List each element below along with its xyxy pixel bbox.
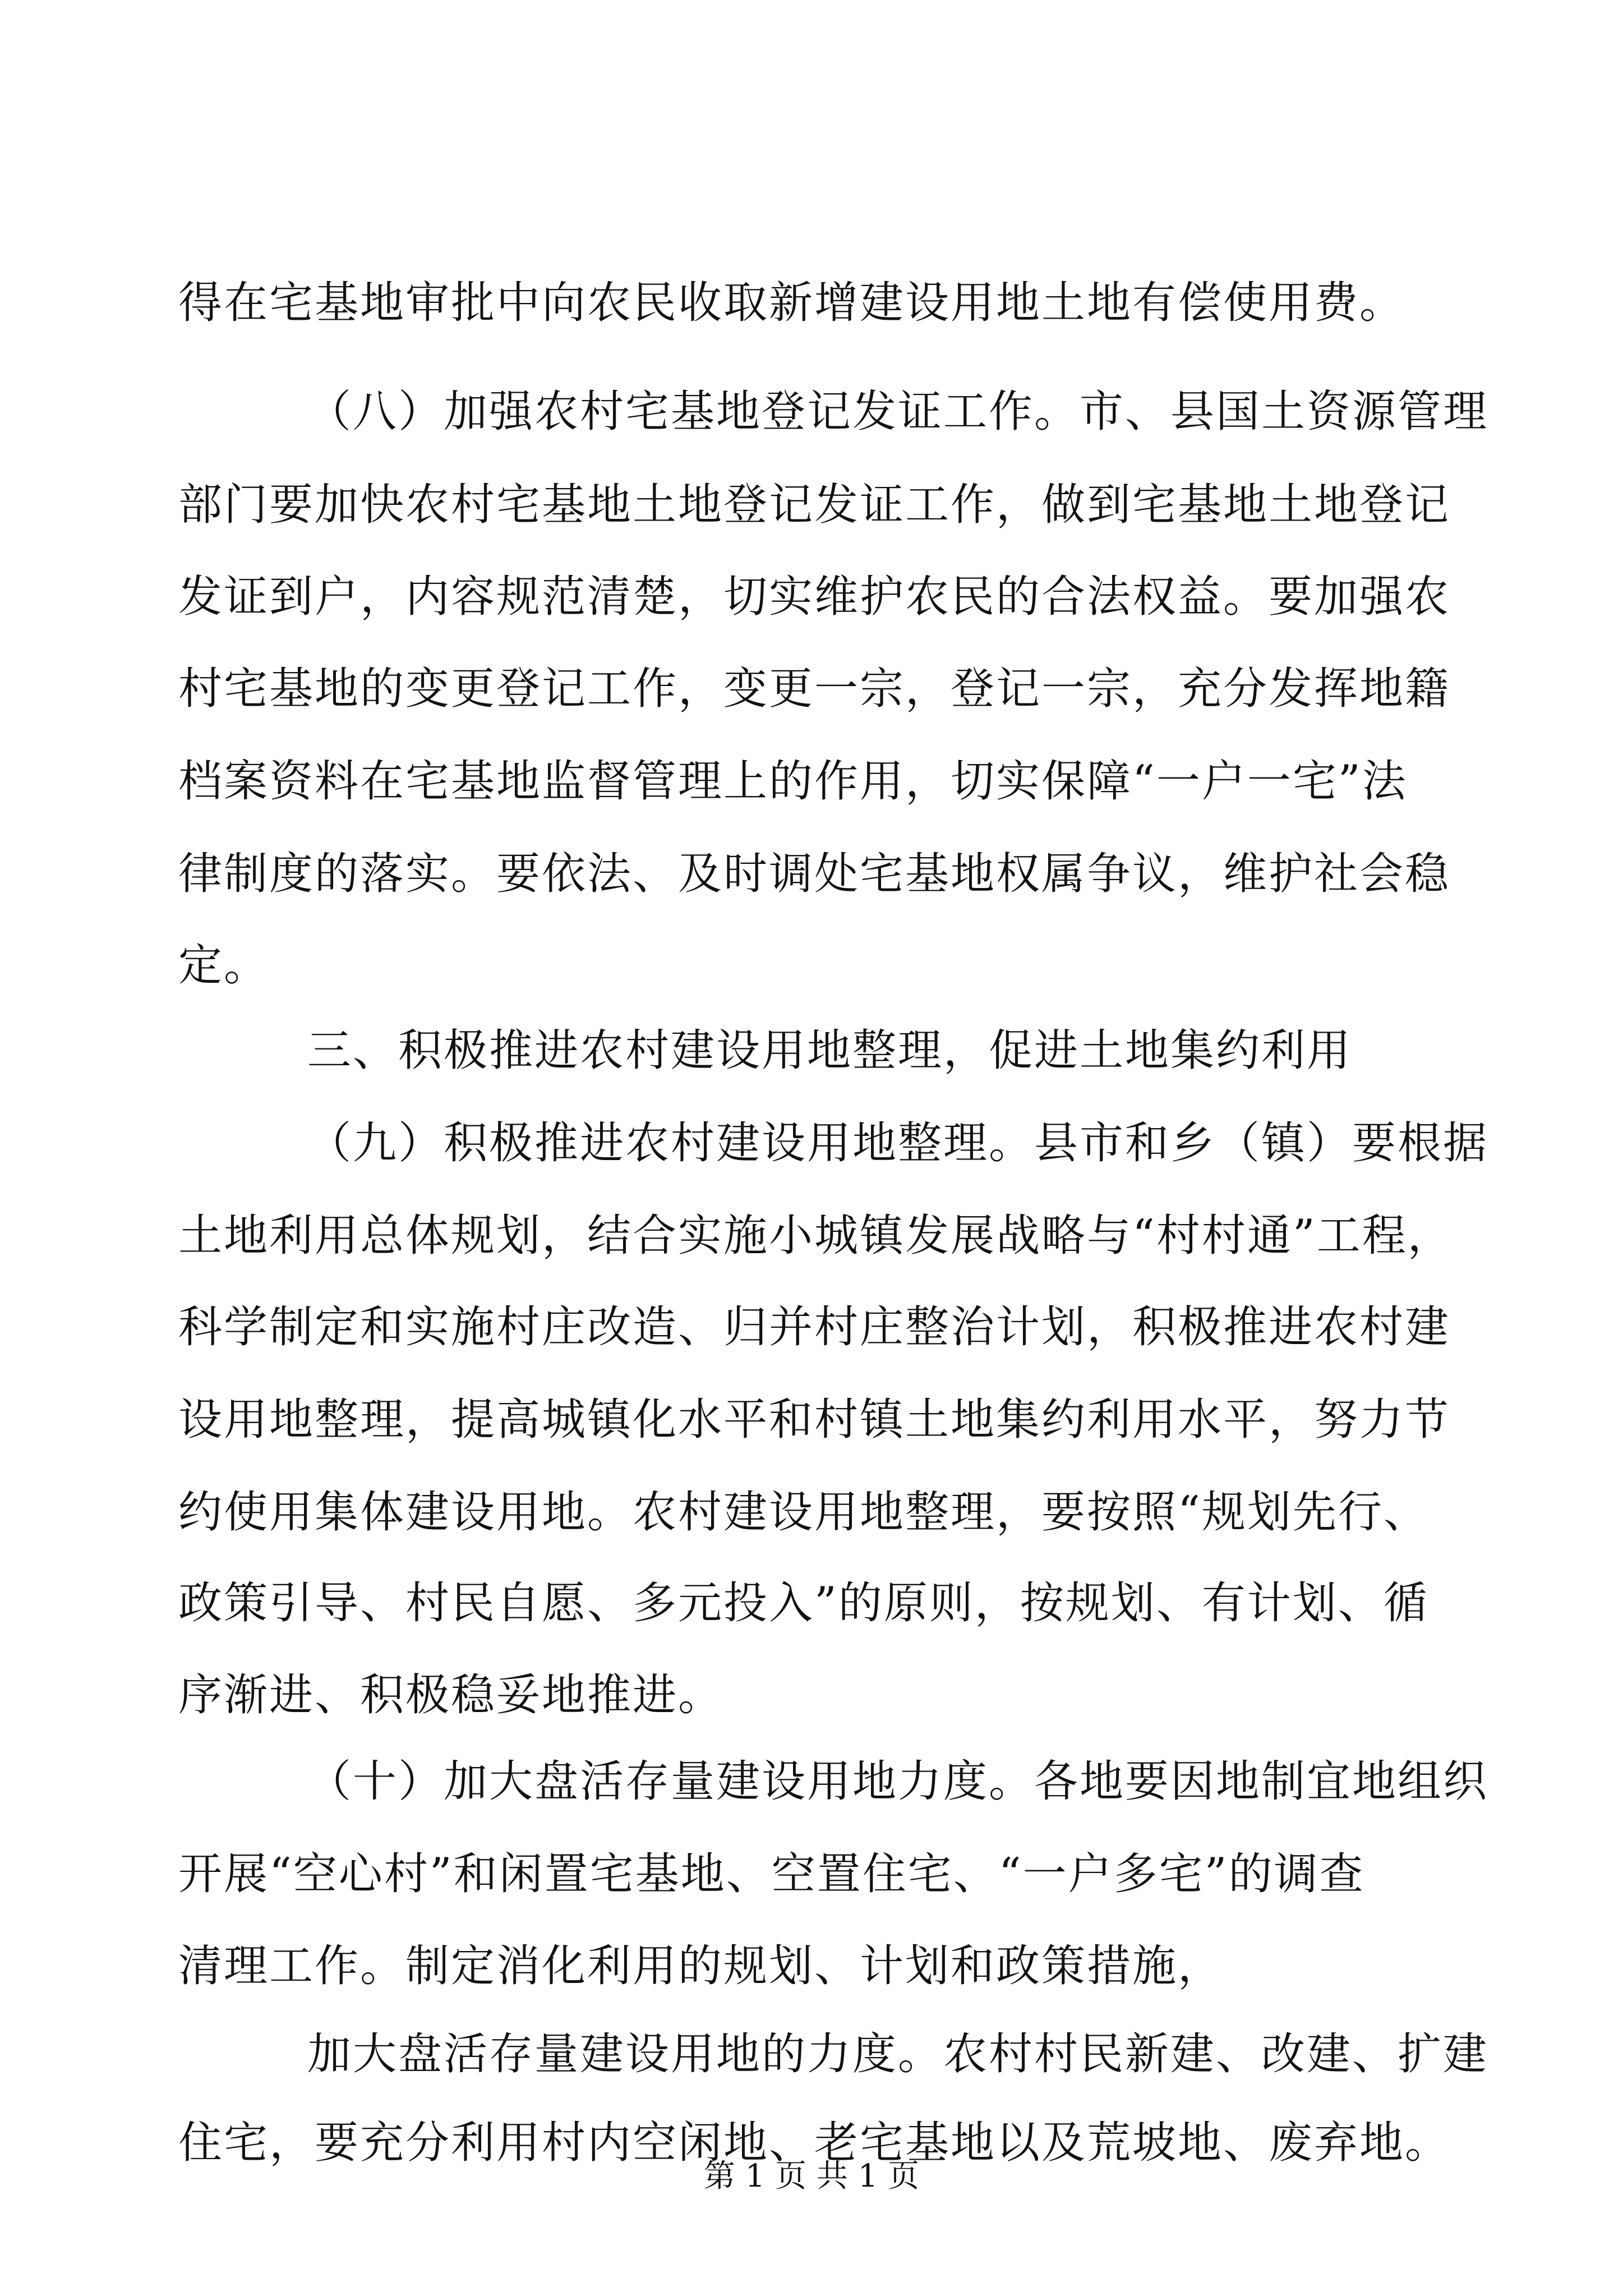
page-footer: 第 1 页 共 1 页 bbox=[703, 2158, 920, 2194]
text-line-3: 部门要加快农村宅基地土地登记发证工作，做到宅基地土地登记 bbox=[178, 480, 1451, 530]
text-line-12: 科学制定和实施村庄改造、归并村庄整治计划，积极推进农村建 bbox=[178, 1302, 1451, 1352]
text-line-18: 开展“空心村”和闲置宅基地、空置住宅、“一户多宅”的调查 bbox=[178, 1849, 1365, 1899]
text-line-11: 土地利用总体规划，结合实施小城镇发展战略与“村村通”工程， bbox=[178, 1211, 1453, 1261]
text-line-4: 发证到户，内容规范清楚，切实维护农民的合法权益。要加强农 bbox=[178, 572, 1451, 622]
text-line-16: 序渐进、积极稳妥地推进。 bbox=[178, 1670, 724, 1720]
text-line-8: 定。 bbox=[178, 940, 270, 991]
text-line-6: 档案资料在宅基地监督管理上的作用，切实保障“一户一宅”法 bbox=[178, 756, 1408, 807]
text-line-20: 加大盘活存量建设用地的力度。农村村民新建、改建、扩建 bbox=[307, 2029, 1489, 2079]
text-line-10: （九）积极推进农村建设用地整理。县市和乡（镇）要根据 bbox=[307, 1118, 1489, 1168]
text-line-13: 设用地整理，提高城镇化水平和村镇土地集约利用水平，努力节 bbox=[178, 1395, 1451, 1445]
text-line-2: （八）加强农村宅基地登记发证工作。市、县国土资源管理 bbox=[307, 386, 1489, 437]
text-line-19: 清理工作。制定消化利用的规划、计划和政策措施， bbox=[178, 1941, 1224, 1991]
text-line-5: 村宅基地的变更登记工作，变更一宗，登记一宗，充分发挥地籍 bbox=[178, 664, 1451, 714]
text-line-17: （十）加大盘活存量建设用地力度。各地要因地制宜地组织 bbox=[307, 1756, 1489, 1807]
text-line-7: 律制度的落实。要依法、及时调处宅基地权属争议，维护社会稳 bbox=[178, 849, 1451, 899]
text-line-15: 政策引导、村民自愿、多元投入”的原则，按规划、有计划、循 bbox=[178, 1578, 1429, 1628]
text-line-21: 住宅，要充分利用村内空闲地、老宅基地以及荒坡地、废弃地。 bbox=[178, 2118, 1451, 2168]
text-line-14: 约使用集体建设用地。农村建设用地整理，要按照“规划先行、 bbox=[178, 1487, 1429, 1538]
text-line-1: 得在宅基地审批中向农民收取新增建设用地土地有偿使用费。 bbox=[178, 278, 1405, 328]
section-heading: 三、积极推进农村建设用地整理，促进土地集约利用 bbox=[307, 1025, 1353, 1076]
